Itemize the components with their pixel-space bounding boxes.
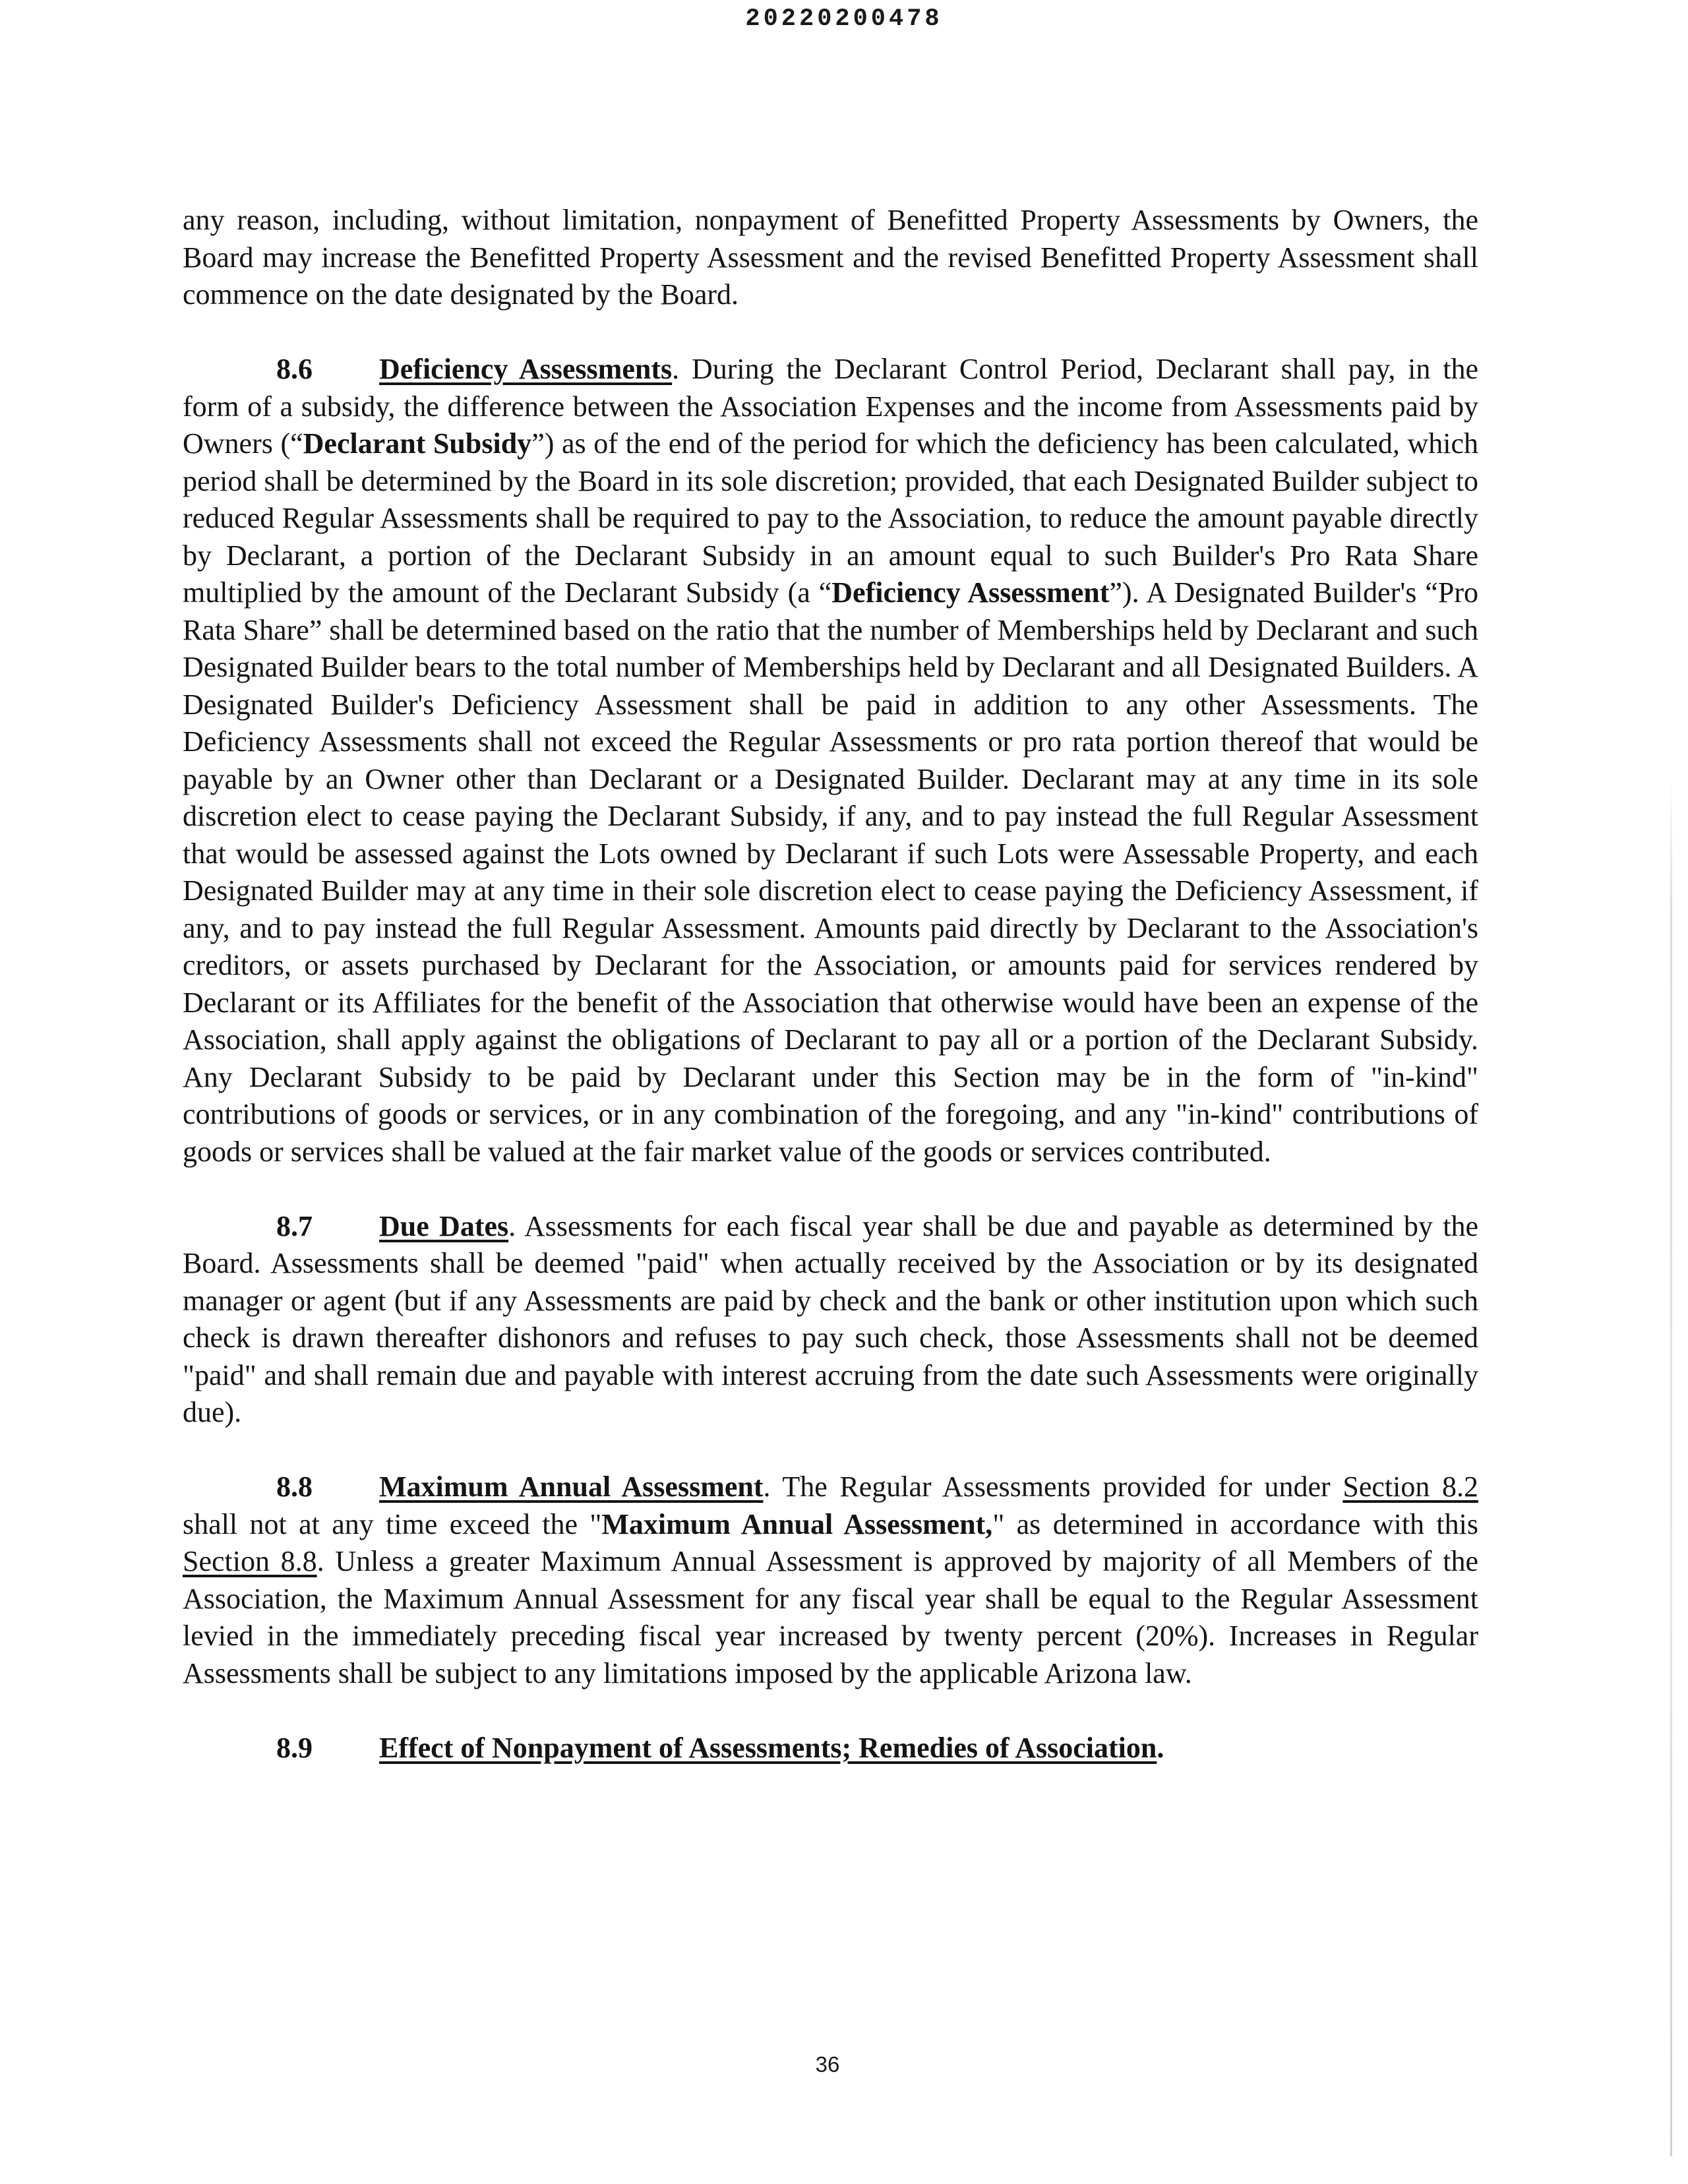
- section-title: Deficiency Assessments: [379, 353, 673, 385]
- section-8-7: [183, 1208, 1478, 1432]
- defined-term: Maximum Annual Assessment,: [601, 1507, 993, 1540]
- section-title: Due Dates: [379, 1209, 509, 1242]
- section-reference: Section 8.2: [1342, 1471, 1478, 1503]
- section-title: Maximum Annual Assessment: [379, 1471, 764, 1503]
- section-title: Effect of Nonpayment of Assessments; Remedies of Association: [379, 1731, 1157, 1764]
- section-text: ”) as of the end of the period for which the deficiency has been calculated, which period shall be determined by the Board in its sole discretion; provided, that each Designated Builder subject to reduced Regular Assessments shall be required to pay to the Association, to reduce the amount payable directly by Declarant, a portion of the Declarant Subsidy in an amount equal to such Builder's Pro Rata Share multiplied by the amount of the Declarant Subsidy (a “: [183, 427, 1479, 609]
- defined-term: Declarant Subsidy: [303, 427, 532, 460]
- defined-term: Deficiency Assessment: [831, 576, 1110, 609]
- recording-number: 20220200478: [745, 5, 943, 33]
- section-text: . During the Declarant Control Period, Declarant shall pay, in the form of a subsidy, the difference between the Association Expenses and the income from Assessments paid by Owners (“: [183, 353, 1478, 460]
- section-number: 8.7: [276, 1209, 313, 1242]
- section-8-9: [183, 1730, 1478, 1767]
- page-number: 36: [815, 2052, 840, 2077]
- section-text: ”). A Designated Builder's “Pro Rata Share” shall be determined based on the ratio that the number of Memberships held by Declarant and such Designated Builder bears to the total number of Memberships held by Declarant and all Designated Builders. A Designated Builder's Deficiency Assessment shall be paid in addition to any other Assessments. The Deficiency Assessments shall not exceed the Regular Assessments or pro rata portion thereof that would be payable by an Owner other than Declarant or a Designated Builder. Declarant may at any time in its sole discretion elect to cease paying the Declarant Subsidy, if any, and to pay instead the full Regular Assessment that would be assessed against the Lots owned by Declarant if such Lots were Assessable Property, and each Designated Builder may at any time in their sole discretion elect to cease paying the Deficiency Assessment, if any, and to pay instead the full Regular Assessment. Amounts paid directly by Declarant to the Association's creditors, or assets purchased by Declarant for the Association, or amounts paid for services rendered by Declarant or its Affiliates for the benefit of the Association that otherwise would have been an expense of the Association, shall apply against the obligations of Declarant to pay all or a portion of the Declarant Subsidy. Any Declarant Subsidy to be paid by Declarant under this Section may be in the form of "in-kind" contributions of goods or services, or in any combination of the foregoing, and any "in-kind" contributions of goods or services shall be valued at the fair market value of the goods or services contributed.: [183, 576, 1479, 1168]
- section-title-period: .: [1157, 1731, 1164, 1764]
- section-text: . The Regular Assessments provided for under: [763, 1471, 1343, 1503]
- section-number: 8.6: [276, 353, 313, 385]
- section-8-8: [183, 1469, 1478, 1692]
- section-text: shall not at any time exceed the ": [183, 1507, 602, 1540]
- section-number: 8.9: [276, 1731, 313, 1764]
- section-8-6: [183, 351, 1478, 1170]
- scan-edge-artifact: [1670, 778, 1672, 2156]
- section-text: . Assessments for each fiscal year shall be due and payable as determined by the Board. Assessments shall be deemed "paid" when actually received by the Association or by its designated manager or agent (but if any Assessments are paid by check and the bank or other institution upon which such check is drawn thereafter dishonors and refuses to pay such check, those Assessments shall not be deemed "paid" and shall remain due and payable with interest accruing from the date such Assessments were originally due).: [183, 1209, 1478, 1428]
- section-number: 8.8: [276, 1471, 313, 1503]
- section-text: . Unless a greater Maximum Annual Assessment is approved by majority of all Members of the Association, the Maximum Annual Assessment for any fiscal year shall be equal to the Regular Assessment levied in the immediately preceding fiscal year increased by twenty percent (20%). Increases in Regular Assessments shall be subject to any limitations imposed by the applicable Arizona law.: [183, 1545, 1478, 1689]
- document-body: [183, 202, 1478, 1767]
- section-text: " as determined in accordance with this: [992, 1507, 1478, 1540]
- continued-paragraph: any reason, including, without limitation, nonpayment of Benefitted Property Assessments by Owners, the Board may increase the Benefitted Property Assessment and the revised Benefitted Property Assessment shall commence on the date designated by the Board.: [183, 204, 1478, 311]
- section-reference: Section 8.8: [183, 1545, 317, 1577]
